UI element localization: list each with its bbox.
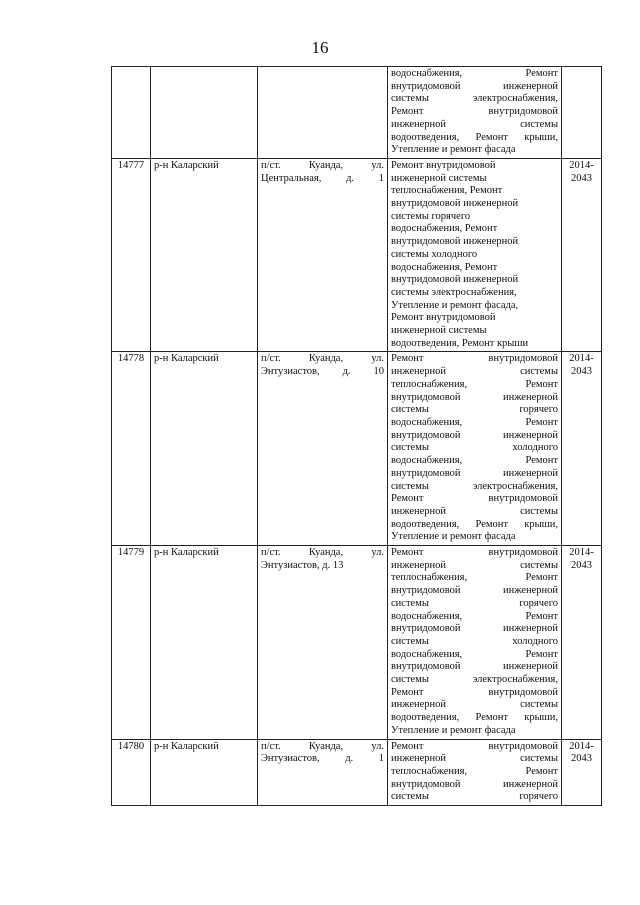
work-line: теплоснабжения, Ремонт (391, 185, 503, 197)
work-line: системы горячего (391, 597, 558, 609)
work-line: системы горячего (391, 791, 558, 803)
cell-district (151, 67, 258, 159)
cell-work-types (388, 67, 562, 159)
table-body (112, 67, 602, 806)
work-line: водоснабжения, Ремонт (391, 223, 498, 235)
work-line: Утепление и ремонт фасада (391, 531, 516, 543)
work-line: инженерной системы (391, 505, 558, 517)
cell-id: 14779 (112, 546, 151, 740)
table-row (112, 739, 602, 806)
cell-work-types (388, 739, 562, 806)
work-line: внутридомовой инженерной (391, 198, 519, 210)
work-line: водоотведения, Ремонт крыши, (391, 518, 558, 530)
work-line: системы электроснабжения, (391, 93, 558, 105)
period-line: 2043 (571, 172, 592, 184)
cell-work-types (388, 158, 562, 352)
work-line: Ремонт внутридомовой (391, 353, 558, 365)
work-line: водоотведения, Ремонт крыши, (391, 712, 558, 724)
period-line: 2014- (569, 159, 594, 171)
work-line: инженерной системы (391, 559, 558, 571)
work-line: системы электроснабжения, (391, 286, 517, 298)
cell-address (258, 67, 388, 159)
period-line: 2043 (571, 366, 592, 378)
work-line: водоснабжения, Ремонт (391, 416, 558, 428)
work-line: внутридомовой инженерной (391, 623, 558, 635)
cell-address: п/ст. Куанда, ул. Энтузиастов, д. 10 (258, 352, 388, 546)
work-line: внутридомовой инженерной (391, 585, 558, 597)
work-line: Утепление и ремонт фасада (391, 724, 516, 736)
period-line: 2014- (569, 740, 594, 752)
cell-district: р-н Каларский (151, 546, 258, 740)
work-line: инженерной системы (391, 325, 487, 337)
cell-period (562, 67, 602, 159)
table-row (112, 352, 602, 546)
cell-work-types (388, 352, 562, 546)
period-line: 2014- (569, 353, 594, 365)
table-container (111, 66, 602, 806)
repair-schedule-table (111, 66, 602, 806)
cell-address: п/ст. Куанда, ул. Энтузиастов, д. 13 (258, 546, 388, 740)
work-line: инженерной системы (391, 753, 558, 765)
work-line: водоснабжения, Ремонт (391, 648, 558, 660)
work-line: теплоснабжения, Ремонт (391, 765, 558, 777)
work-line: внутридомовой инженерной (391, 661, 558, 673)
work-line: системы электроснабжения, (391, 480, 558, 492)
work-line: водоснабжения, Ремонт (391, 455, 558, 467)
cell-address: п/ст. Куанда, ул. Энтузиастов, д. 1 (258, 739, 388, 806)
work-line: системы горячего (391, 404, 558, 416)
work-line: внутридомовой инженерной (391, 236, 519, 248)
work-line: Ремонт внутридомовой (391, 312, 496, 324)
work-line: водоснабжения, Ремонт (391, 261, 498, 273)
work-line: Утепление и ремонт фасада (391, 144, 516, 156)
work-line: инженерной системы (391, 118, 558, 130)
cell-district: р-н Каларский (151, 158, 258, 352)
period-line: 2014- (569, 547, 594, 559)
work-line: системы холодного (391, 248, 478, 260)
work-line: Утепление и ремонт фасада, (391, 299, 519, 311)
cell-id (112, 67, 151, 159)
work-line: Ремонт внутридомовой (391, 547, 558, 559)
cell-id: 14777 (112, 158, 151, 352)
cell-id: 14780 (112, 739, 151, 806)
work-line: внутридомовой инженерной (391, 391, 558, 403)
period-line: 2043 (571, 559, 592, 571)
work-line: Ремонт внутридомовой (391, 686, 558, 698)
cell-district: р-н Каларский (151, 739, 258, 806)
work-line: внутридомовой инженерной (391, 778, 558, 790)
table-row (112, 158, 602, 352)
cell-work-types (388, 546, 562, 740)
work-line: водоснабжения, Ремонт (391, 610, 558, 622)
page-number: 16 (311, 38, 329, 57)
work-line: внутридомовой инженерной (391, 80, 558, 92)
work-line: инженерной системы (391, 366, 558, 378)
work-line: системы электроснабжения, (391, 674, 558, 686)
work-line: системы холодного (391, 442, 558, 454)
work-line: системы горячего (391, 210, 471, 222)
work-line: теплоснабжения, Ремонт (391, 572, 558, 584)
cell-period (562, 546, 602, 740)
work-line: внутридомовой инженерной (391, 467, 558, 479)
work-line: внутридомовой инженерной (391, 429, 558, 441)
work-line: внутридомовой инженерной (391, 274, 519, 286)
cell-district: р-н Каларский (151, 352, 258, 546)
work-line: водоотведения, Ремонт крыши, (391, 131, 558, 143)
work-line: водоснабжения, Ремонт (391, 68, 558, 79)
work-line: Ремонт внутридомовой (391, 740, 558, 752)
cell-id: 14778 (112, 352, 151, 546)
work-line: теплоснабжения, Ремонт (391, 378, 558, 390)
work-line: инженерной системы (391, 699, 558, 711)
work-line: инженерной системы (391, 172, 487, 184)
cell-address: п/ст. Куанда, ул. Центральная, д. 1 (258, 158, 388, 352)
work-line: Ремонт внутридомовой (391, 159, 496, 171)
table-row (112, 67, 602, 159)
work-line: Ремонт внутридомовой (391, 106, 558, 118)
work-line: водоотведения, Ремонт крыши (391, 337, 529, 349)
work-line: системы холодного (391, 635, 558, 647)
cell-period (562, 158, 602, 352)
work-line: Ремонт внутридомовой (391, 493, 558, 505)
table-row (112, 546, 602, 740)
cell-period (562, 739, 602, 806)
period-line: 2043 (571, 753, 592, 765)
cell-period (562, 352, 602, 546)
